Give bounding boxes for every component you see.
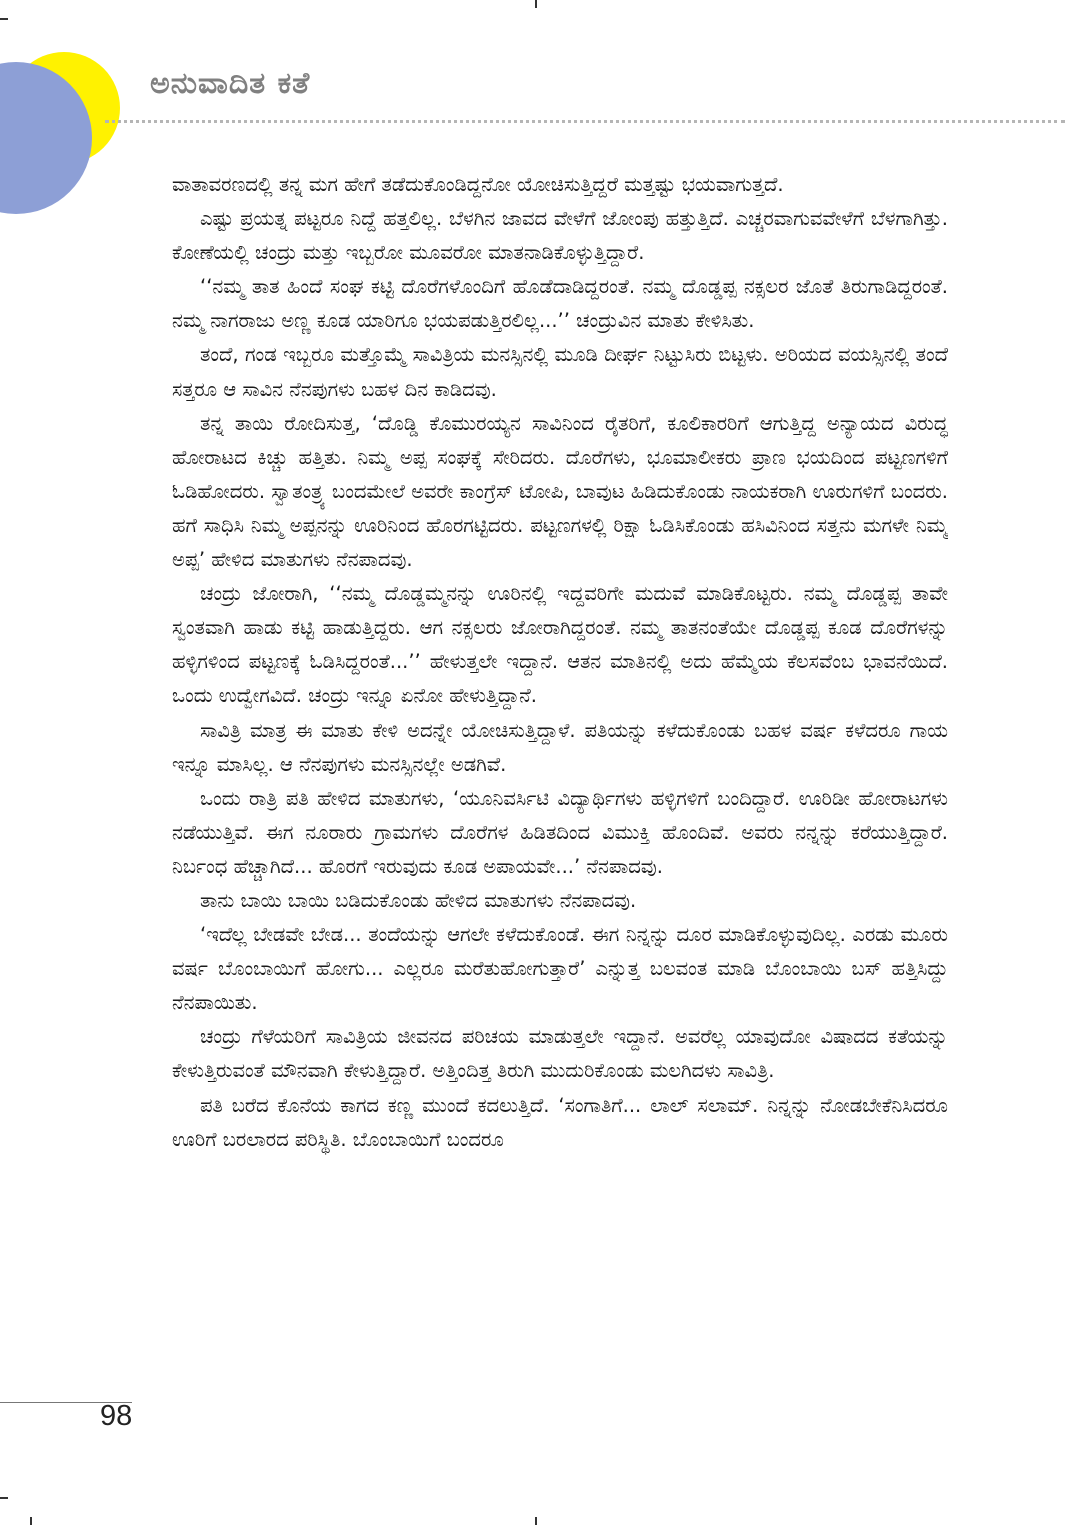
paragraph: ಒಂದು ರಾತ್ರಿ ಪತಿ ಹೇಳಿದ ಮಾತುಗಳು, ‘ಯೂನಿವರ್ಸಿಟಿ ವಿದ್ಯಾರ್ಥಿಗಳು ಹಳ್ಳಿಗಳಿಗೆ ಬಂದಿದ್ದಾರೆ. ಊರಿಡೀ ಹೋರಾಟಗಳು ನಡೆಯುತ್ತಿವೆ. ಈಗ ನೂರಾರು ಗ್ರಾಮಗಳು ದೊರೆಗಳ ಹಿಡಿತದಿಂದ ವಿಮುಕ್ತಿ ಹೊಂದಿವೆ. ಅವರು ನನ್ನನ್ನು ಕರೆಯುತ್ತಿದ್ದಾರೆ. ನಿರ್ಬಂಧ ಹೆಚ್ಚಾಗಿದೆ... ಹೊರಗೆ ಇರುವುದು ಕೂಡ ಅಪಾಯವೇ...’ ನೆನಪಾದವು. [172, 786, 948, 878]
paragraph: ಚಂದ್ರು ಜೋರಾಗಿ, ‘‘ನಮ್ಮ ದೊಡ್ಡಮ್ಮನನ್ನು ಊರಿನಲ್ಲಿ ಇದ್ದವರಿಗೇ ಮದುವೆ ಮಾಡಿಕೊಟ್ಟರು. ನಮ್ಮ ದೊಡ್ಡಪ್ಪ ತಾವೇ ಸ್ವಂತವಾಗಿ ಹಾಡು ಕಟ್ಟಿ ಹಾಡುತ್ತಿದ್ದರು. ಆಗ ನಕ್ಸಲರು ಜೋರಾಗಿದ್ದರಂತೆ. ನಮ್ಮ ತಾತನಂತೆಯೇ ದೊಡ್ಡಪ್ಪ ಕೂಡ ದೊರೆಗಳನ್ನು ಹಳ್ಳಿಗಳಿಂದ ಪಟ್ಟಣಕ್ಕೆ ಓಡಿಸಿದ್ದರಂತೆ...’’ ಹೇಳುತ್ತಲೇ ಇದ್ದಾನೆ. ಆತನ ಮಾತಿನಲ್ಲಿ ಅದು ಹೆಮ್ಮೆಯ ಕೆಲಸವೆಂಬ ಭಾವನೆಯಿದೆ. ಒಂದು ಉದ್ವೇಗವಿದೆ. ಚಂದ್ರು ಇನ್ನೂ ಏನೋ ಹೇಳುತ್ತಿದ್ದಾನೆ. [172, 582, 948, 708]
crop-mark-top-center [535, 0, 537, 8]
page-number: 98 [100, 1400, 133, 1432]
paragraph: ಚಂದ್ರು ಗೆಳೆಯರಿಗೆ ಸಾವಿತ್ರಿಯ ಜೀವನದ ಪರಿಚಯ ಮಾಡುತ್ತಲೇ ಇದ್ದಾನೆ. ಅವರೆಲ್ಲ ಯಾವುದೋ ವಿಷಾದದ ಕತೆಯನ್ನು ಕೇಳುತ್ತಿರುವಂತೆ ಮೌನವಾಗಿ ಕೇಳುತ್ತಿದ್ದಾರೆ. ಅತ್ತಿಂದಿತ್ತ ತಿರುಗಿ ಮುದುರಿಕೊಂಡು ಮಲಗಿದಳು ಸಾವಿತ್ರಿ. [172, 1025, 948, 1083]
paragraph: ತಾನು ಬಾಯಿ ಬಾಯಿ ಬಡಿದುಕೊಂಡು ಹೇಳಿದ ಮಾತುಗಳು ನೆನಪಾದವು. [200, 888, 637, 912]
paragraph: ಎಷ್ಟು ಪ್ರಯತ್ನ ಪಟ್ಟರೂ ನಿದ್ದೆ ಹತ್ತಲಿಲ್ಲ. ಬೆಳಗಿನ ಜಾವದ ವೇಳೆಗೆ ಜೋಂಪು ಹತ್ತುತ್ತಿದೆ. ಎಚ್ಚರವಾಗುವವೇಳೆಗೆ ಬೆಳಗಾಗಿತ್ತು. ಕೋಣೆಯಲ್ಲಿ ಚಂದ್ರು ಮತ್ತು ಇಬ್ಬರೋ ಮೂವರೋ ಮಾತನಾಡಿಕೊಳ್ಳುತ್ತಿದ್ದಾರೆ. [172, 207, 948, 265]
section-title: ಅನುವಾದಿತ ಕತೆ [150, 66, 311, 101]
paragraph: ‘ಇದೆಲ್ಲ ಬೇಡವೇ ಬೇಡ... ತಂದೆಯನ್ನು ಆಗಲೇ ಕಳೆದುಕೊಂಡೆ. ಈಗ ನಿನ್ನನ್ನು ದೂರ ಮಾಡಿಕೊಳ್ಳುವುದಿಲ್ಲ. ಎರಡು ಮೂರು ವರ್ಷ ಬೊಂಬಾಯಿಗೆ ಹೋಗು... ಎಲ್ಲರೂ ಮರೆತುಹೋಗುತ್ತಾರೆ’ ಎನ್ನುತ್ತ ಬಲವಂತ ಮಾಡಿ ಬೊಂಬಾಯಿ ಬಸ್ ಹತ್ತಿಸಿದ್ದು ನೆನಪಾಯಿತು. [172, 923, 948, 1015]
crop-mark-bottom-center [535, 1517, 537, 1525]
story-text [172, 168, 948, 1408]
paragraph: ತಂದೆ, ಗಂಡ ಇಬ್ಬರೂ ಮತ್ತೊಮ್ಮೆ ಸಾವಿತ್ರಿಯ ಮನಸ್ಸಿನಲ್ಲಿ ಮೂಡಿ ದೀರ್ಘ ನಿಟ್ಟುಸಿರು ಬಿಟ್ಟಳು. ಅರಿಯದ ವಯಸ್ಸಿನಲ್ಲಿ ತಂದೆ ಸತ್ತರೂ ಆ ಸಾವಿನ ನೆನಪುಗಳು ಬಹಳ ದಿನ ಕಾಡಿದವು. [172, 343, 948, 401]
paragraph: ತನ್ನ ತಾಯಿ ರೋದಿಸುತ್ತ, ‘ದೊಡ್ಡಿ ಕೊಮುರಯ್ಯನ ಸಾವಿನಿಂದ ರೈತರಿಗೆ, ಕೂಲಿಕಾರರಿಗೆ ಆಗುತ್ತಿದ್ದ ಅನ್ಯಾಯದ ವಿರುದ್ಧ ಹೋರಾಟದ ಕಿಚ್ಚು ಹತ್ತಿತು. ನಿಮ್ಮ ಅಪ್ಪ ಸಂಘಕ್ಕೆ ಸೇರಿದರು. ದೊರೆಗಳು, ಭೂಮಾಲೀಕರು ಪ್ರಾಣ ಭಯದಿಂದ ಪಟ್ಟಣಗಳಿಗೆ ಓಡಿಹೋದರು. ಸ್ವಾತಂತ್ರ್ಯ ಬಂದಮೇಲೆ ಅವರೇ ಕಾಂಗ್ರೆಸ್ ಟೋಪಿ, ಬಾವುಟ ಹಿಡಿದುಕೊಂಡು ನಾಯಕರಾಗಿ ಊರುಗಳಿಗೆ ಬಂದರು. ಹಗೆ ಸಾಧಿಸಿ ನಿಮ್ಮ ಅಪ್ಪನನ್ನು ಊರಿನಿಂದ ಹೊರಗಟ್ಟಿದರು. ಪಟ್ಟಣಗಳಲ್ಲಿ ರಿಕ್ಷಾ ಓಡಿಸಿಕೊಂಡು ಹಸಿವಿನಿಂದ ಸತ್ತನು ಮಗಳೇ ನಿಮ್ಮ ಅಪ್ಪ’ ಹೇಳಿದ ಮಾತುಗಳು ನೆನಪಾದವು. [172, 411, 948, 572]
crop-mark-top-left [0, 18, 8, 20]
paragraph: ಪತಿ ಬರೆದ ಕೊನೆಯ ಕಾಗದ ಕಣ್ಣ ಮುಂದೆ ಕದಲುತ್ತಿದೆ. ‘ಸಂಗಾತಿಗೆ... ಲಾಲ್ ಸಲಾಮ್. ನಿನ್ನನ್ನು ನೋಡಬೇಕೆನಿಸಿದರೂ ಊರಿಗೆ ಬರಲಾರದ ಪರಿಸ್ಥಿತಿ. ಬೊಂಬಾಯಿಗೆ ಬಂದರೂ [172, 1093, 948, 1151]
crop-mark-bottom-corner [30, 1517, 32, 1525]
paragraph: ‘‘ನಮ್ಮ ತಾತ ಹಿಂದೆ ಸಂಘ ಕಟ್ಟಿ ದೊರೆಗಳೊಂದಿಗೆ ಹೊಡೆದಾಡಿದ್ದರಂತೆ. ನಮ್ಮ ದೊಡ್ಡಪ್ಪ ನಕ್ಸಲರ ಜೊತೆ ತಿರುಗಾಡಿದ್ದರಂತೆ. ನಮ್ಮ ನಾಗರಾಜು ಅಣ್ಣ ಕೂಡ ಯಾರಿಗೂ ಭಯಪಡುತ್ತಿರಲಿಲ್ಲ...’’ ಚಂದ್ರುವಿನ ಮಾತು ಕೇಳಿಸಿತು. [172, 275, 948, 333]
paragraph: ಸಾವಿತ್ರಿ ಮಾತ್ರ ಈ ಮಾತು ಕೇಳಿ ಅದನ್ನೇ ಯೋಚಿಸುತ್ತಿದ್ದಾಳೆ. ಪತಿಯನ್ನು ಕಳೆದುಕೊಂಡು ಬಹಳ ವರ್ಷ ಕಳೆದರೂ ಗಾಯ ಇನ್ನೂ ಮಾಸಿಲ್ಲ. ಆ ನೆನಪುಗಳು ಮನಸ್ಸಿನಲ್ಲೇ ಅಡಗಿವೆ. [172, 718, 948, 776]
crop-mark-bottom-left [0, 1497, 8, 1499]
header-dotted-rule [105, 120, 1065, 123]
paragraph: ವಾತಾವರಣದಲ್ಲಿ ತನ್ನ ಮಗ ಹೇಗೆ ತಡೆದುಕೊಂಡಿದ್ದನೋ ಯೋಚಿಸುತ್ತಿದ್ದರೆ ಮತ್ತಷ್ಟು ಭಯವಾಗುತ್ತದೆ. [172, 173, 784, 196]
